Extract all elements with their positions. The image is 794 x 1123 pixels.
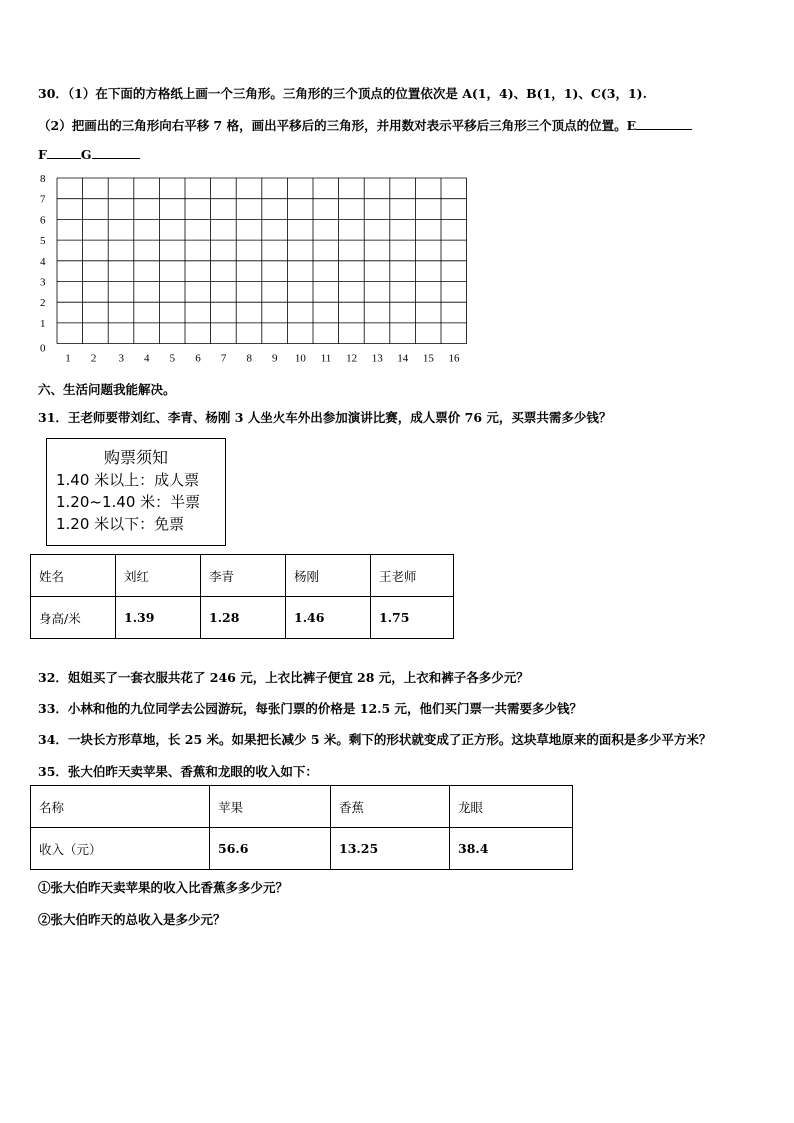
x-tick-label: 16 — [448, 352, 460, 365]
y-tick-label: 8 — [40, 173, 46, 185]
x-tick-label: 15 — [422, 352, 434, 365]
table-cell: 1.39 — [116, 597, 201, 639]
table-cell: 苹果 — [210, 786, 331, 828]
table-cell: 王老师 — [371, 555, 454, 597]
table-cell: 香蕉 — [331, 786, 450, 828]
y-tick-label: 5 — [40, 235, 46, 248]
table-cell: 1.46 — [286, 597, 371, 639]
y-tick-label: 4 — [40, 255, 46, 268]
table-cell: 姓名 — [31, 555, 116, 597]
ticket-notice-box — [46, 438, 226, 546]
x-tick-label: 10 — [294, 352, 306, 365]
x-tick-label: 6 — [195, 352, 201, 365]
table-cell: 1.28 — [201, 597, 286, 639]
q31-text: 31．王老师要带刘红、李青、杨刚 3 人坐火车外出参加演讲比赛，成人票价 76 元，买票共需多少钱？ — [38, 410, 612, 425]
x-tick-label: 2 — [90, 352, 97, 365]
table-cell: 13.25 — [331, 828, 450, 870]
table-cell: 龙眼 — [450, 786, 573, 828]
height-table — [30, 554, 454, 639]
x-tick-label: 8 — [246, 352, 252, 365]
y-tick-label: 6 — [40, 214, 46, 227]
grid-paper[interactable] — [34, 172, 474, 372]
x-tick-label: 5 — [169, 352, 176, 365]
x-tick-label: 14 — [397, 352, 409, 365]
x-tick-label: 11 — [320, 352, 332, 365]
x-tick-label: 1 — [65, 352, 71, 365]
x-tick-label: 7 — [220, 352, 227, 365]
table-row — [31, 786, 573, 828]
table-cell: 收入（元） — [31, 828, 210, 870]
table-cell: 刘红 — [116, 555, 201, 597]
notice-rule-adult: 1.40 米以上：成人票 — [56, 471, 200, 489]
q30-line2-text: （2）把画出的三角形向右平移 7 格，画出平移后的三角形，并用数对表示平移后三角形三个顶点的位置。E — [38, 118, 637, 133]
q35-sub1: ①张大伯昨天卖苹果的收入比香蕉多多少元？ — [38, 880, 289, 895]
q35-text: 35．张大伯昨天卖苹果、香蕉和龙眼的收入如下： — [38, 764, 318, 779]
table-cell: 杨刚 — [286, 555, 371, 597]
answer-blank-e[interactable] — [636, 118, 692, 130]
table-row — [31, 597, 454, 639]
section6-title: 六、生活问题我能解决。 — [38, 382, 176, 397]
grid-x-labels — [65, 353, 460, 365]
table-cell: 李青 — [201, 555, 286, 597]
notice-rule-free: 1.20 米以下：免票 — [56, 515, 185, 533]
table-cell: 名称 — [31, 786, 210, 828]
label-g: G — [80, 147, 92, 162]
q30-line1: 30．（1）在下面的方格纸上画一个三角形。三角形的三个顶点的位置依次是 A(1，4)、B(1，1)、C(3，1). — [38, 86, 647, 101]
q35-sub2: ②张大伯昨天的总收入是多少元？ — [38, 912, 226, 927]
x-tick-label: 12 — [346, 352, 358, 365]
notice-rule-half: 1.20~1.40 米：半票 — [56, 493, 201, 511]
q33-text: 33．小林和他的九位同学去公园游玩，每张门票的价格是 12.5 元，他们买门票一共需要多少钱？ — [38, 701, 583, 716]
y-tick-label: 1 — [40, 317, 46, 330]
x-tick-label: 9 — [272, 352, 278, 365]
label-f: F — [38, 147, 47, 162]
y-tick-label: 7 — [40, 193, 46, 206]
grid-y-labels — [40, 173, 46, 355]
grid-lines — [57, 178, 467, 344]
q32-text: 32．姐姐买了一套衣服共花了 246 元，上衣比裤子便宜 28 元，上衣和裤子各多少元？ — [38, 670, 529, 685]
notice-title: 购票须知 — [103, 448, 168, 467]
x-tick-label: 3 — [118, 352, 124, 365]
table-cell: 身高/米 — [31, 597, 116, 639]
table-cell: 56.6 — [210, 828, 331, 870]
q30-line2 — [38, 116, 692, 134]
y-tick-label: 2 — [40, 297, 46, 310]
answer-blank-f[interactable] — [47, 147, 81, 159]
table-row — [31, 828, 573, 870]
q34-text: 34．一块长方形草地，长 25 米。如果把长减少 5 米。剩下的形状就变成了正方形。这块草地原来的面积是多少平方米？ — [38, 732, 712, 747]
x-tick-label: 13 — [371, 352, 383, 365]
table-row — [31, 555, 454, 597]
q30-line3 — [38, 147, 140, 162]
y-tick-label: 0 — [40, 342, 46, 355]
table-cell: 1.75 — [371, 597, 454, 639]
income-table — [30, 785, 573, 870]
answer-blank-g[interactable] — [92, 147, 140, 159]
x-tick-label: 4 — [144, 352, 150, 365]
y-tick-label: 3 — [40, 276, 46, 289]
table-cell: 38.4 — [450, 828, 573, 870]
